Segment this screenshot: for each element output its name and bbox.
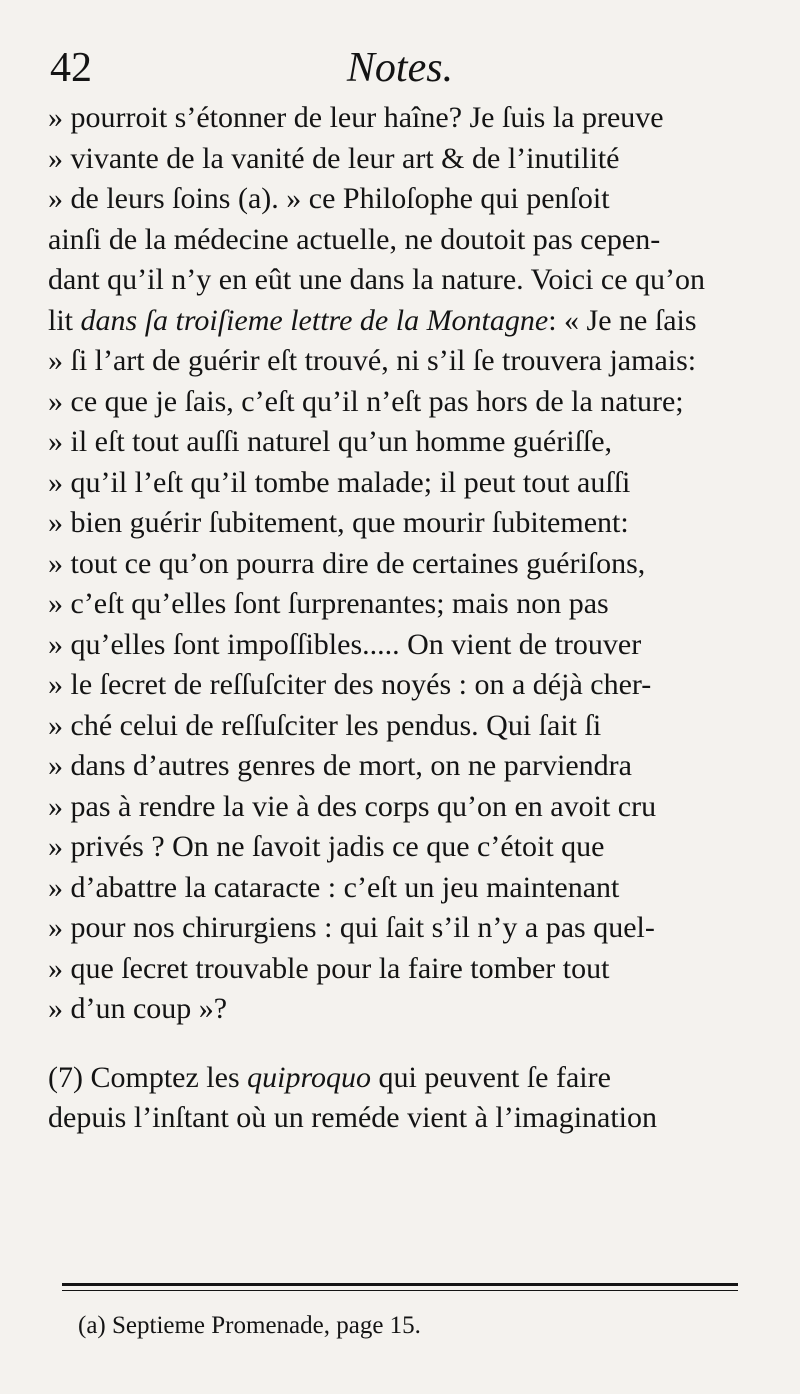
italic-term: quiproquo	[247, 1060, 372, 1094]
footnote-rule-thin	[62, 1290, 738, 1291]
text-segment: qui peuvent ſe faire	[371, 1060, 611, 1094]
text-line: » d’abattre la cataracte : c’eſt un jeu maintenant	[48, 870, 620, 904]
text-line: » c’eſt qu’elles ſont ſurprenantes; mais non pas	[48, 587, 609, 620]
text-line: » que ſecret trouvable pour la faire tomber tout	[48, 951, 610, 985]
text-line: » dans d’autres genres de mort, on ne parviendra	[48, 749, 632, 782]
text-line-with-italic	[48, 301, 762, 342]
text-line: » bien guérir ſubitement, que mourir ſubitement:	[48, 506, 629, 539]
text-line: » le ſecret de reſſuſciter des noyés : on a déjà cher-	[48, 668, 652, 701]
page-number: 42	[50, 45, 92, 91]
text-line: » pourroit s’étonner de leur haîne? Je ſuis la preuve	[48, 101, 664, 134]
text-line: » pas à rendre la vie à des corps qu’on en avoit cru	[48, 789, 657, 823]
text-line: » d’un coup »?	[48, 992, 228, 1025]
text-line: » pour nos chirurgiens : qui ſait s’il n’y a pas quel-	[48, 911, 655, 944]
text-segment: lit	[48, 303, 81, 337]
text-line: » de leurs ſoins (a). » ce Philoſophe qui penſoit	[48, 182, 610, 215]
note-7-line-2: depuis l’inſtant où un reméde vient à l’imagination	[48, 1101, 658, 1134]
text-line: dant qu’il n’y en eût une dans la nature. Voici ce qu’on	[48, 263, 706, 296]
footnote-rule	[62, 1283, 738, 1286]
text-line: » il eſt tout auſſi naturel qu’un homme guériſſe,	[48, 425, 613, 458]
text-segment: (7) Comptez les	[48, 1060, 248, 1094]
text-line: » privés ? On ne ſavoit jadis ce que c’étoit que	[48, 830, 605, 863]
footnote: (a) Septieme Promenade, page 15.	[78, 1312, 421, 1339]
text-line: » ce que je ſais, c’eſt qu’il n’eſt pas hors de la nature;	[48, 384, 684, 418]
note-7-line-1	[48, 1058, 762, 1099]
text-line: » qu’elles ſont impoſſibles..... On vient de trouver	[48, 627, 642, 661]
text-line: » qu’il l’eſt qu’il tombe malade; il peut tout auſſi	[48, 465, 631, 499]
running-title: Notes.	[346, 45, 454, 91]
text-line: » ché celui de reſſuſciter les pendus. Qui ſait ſi	[48, 708, 602, 742]
text-line: » tout ce qu’on pourra dire de certaines guériſons,	[48, 546, 646, 580]
text-line: » vivante de la vanité de leur art & de l’inutilité	[48, 141, 620, 175]
body-text	[48, 98, 762, 1139]
text-line: » ſi l’art de guérir eſt trouvé, ni s’il ſe trouvera jamais:	[48, 344, 697, 377]
text-line: ainſi de la médecine actuelle, ne doutoit pas cepen-	[48, 222, 661, 256]
italic-citation: dans ſa troiſieme lettre de la Montagne	[80, 303, 549, 337]
text-segment: : « Je ne ſais	[548, 303, 697, 337]
